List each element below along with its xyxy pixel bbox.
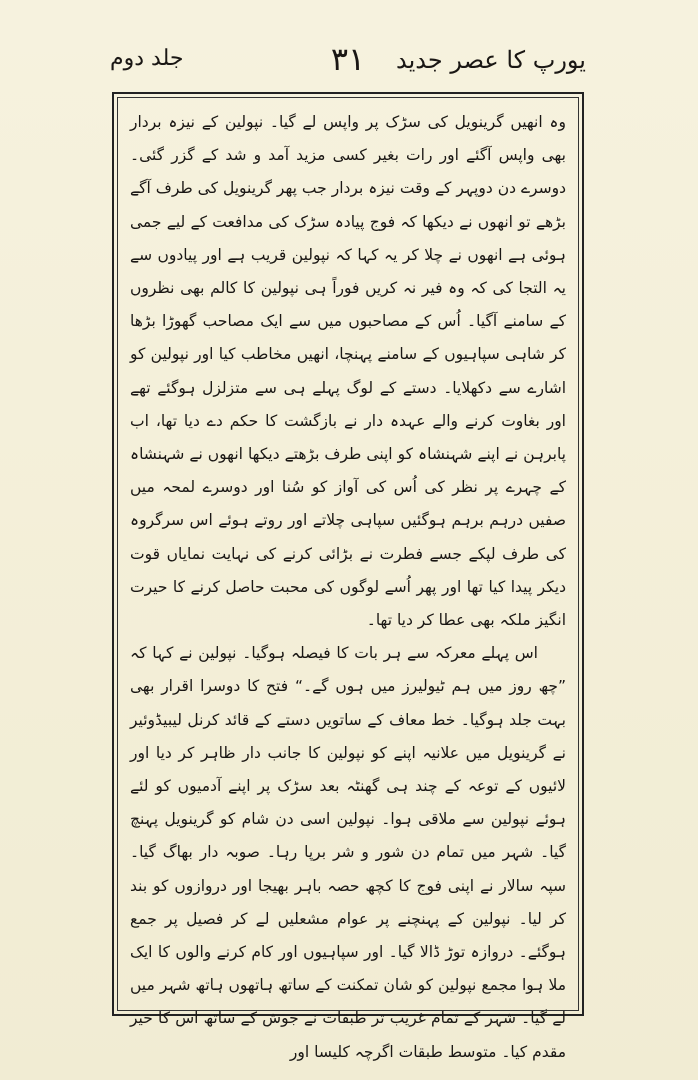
paragraph-2: اس پہلے معرکہ سے ہر بات کا فیصلہ ہوگیا۔ نپولین نے کہا کہ ”چھ روز میں ہم ٹیولیرز میں ہوں گے۔“ فتح کا دوسرا اقرار بھی بہت جلد ہوگیا۔ خط معاف کے ساتویں دستے کے قائد کرنل لیبیڈوئیر نے گرینویل میں علانیہ اپنے کو نپولین کا جانب دار ظاہر کر دیا اور لائیوں کے توعہ کے چند ہی گھنٹہ بعد سڑک پر اپنے آدمیوں کو لئے ہوئے نپولین سے ملاقی ہوا۔ نپولین اسی دن شام کو گرینویل پہنچ گیا۔ شہر میں تمام دن شور و شر برپا رہا۔ صوبہ دار بھاگ گیا۔ سپہ سالار نے اپنی فوج کا کچھ حصہ باہر بھیجا اور دروازوں کو بند کر لیا۔ نپولین کے پہنچنے پر عوام مشعلیں لے کر فصیل پر جمع ہوگئے۔ دروازہ توڑ ڈالا گیا۔ اور سپاہیوں اور کام کرنے والوں کا ایک ملا ہوا مجمع نپولین کو شان تمکنت کے ساتھ ہاتھوں ہاتھ شہر میں لے گیا۔ شہر کے تمام غریب تر طبقات نے جوش کے ساتھ اس کا خیر مقدم کیا۔ متوسط طبقات اگرچہ کلیسا اور <box>130 644 566 1061</box>
book-title: یورپ کا عصر جدید <box>396 46 586 74</box>
page-number: ۳۱ <box>330 40 366 78</box>
running-header <box>110 40 586 88</box>
text-frame <box>112 92 584 1061</box>
body-text <box>130 106 566 1061</box>
paragraph-1: وہ انھیں گرینویل کی سڑک پر واپس لے گیا۔ نپولین کے نیزہ بردار بھی واپس آگئے اور رات بغیر کسی مزید آمد و شد کے گزر گئی۔ دوسرے دن دوپہر کے وقت نیزہ بردار جب پھر گرینویل کی طرف آگے بڑھے تو انھوں نے دیکھا کہ فوج پیادہ سڑک کی مدافعت کے لیے جمی ہوئی ہے انھوں نے چلا کر یہ کہا کہ نپولین قریب ہے اور پیادوں سے یہ التجا کی کہ وہ فیر نہ کریں فوراً ہی نپولین کا کالم بھی نظروں کے سامنے آگیا۔ اُس کے مصاحبوں میں سے ایک مصاحب گھوڑا بڑھا کر شاہی سپاہیوں کے سامنے پہنچا، انھیں مخاطب کیا اور نپولین کو اشارے سے دکھلایا۔ دستے کے لوگ پہلے ہی سے متزلزل ہوگئے تھے اور بغاوت کرنے والے عہدہ دار نے بازگشت کا حکم دے دیا تھا، اب پابرہن نے اپنے شہنشاہ کو اپنی طرف بڑھتے دیکھا انھوں نے شہنشاہ کے چہرے پر نظر کی اُس کی آواز کو سُنا اور دوسرے لمحہ میں صفیں درہم برہم ہوگئیں سپاہی چلاتے اور روتے ہوئے اس سرگروہ کی طرف لپکے جسے فطرت نے بڑائی کرنے کی نہایت نمایاں قوت دیکر پیدا کیا تھا اور پھر اُسے لوگوں کی محبت حاصل کرنے کا حیرت انگیز ملکہ بھی عطا کر دیا تھا۔ <box>130 113 566 630</box>
faded-stamp-mark <box>0 690 98 790</box>
volume-label: جلد دوم <box>110 46 184 71</box>
